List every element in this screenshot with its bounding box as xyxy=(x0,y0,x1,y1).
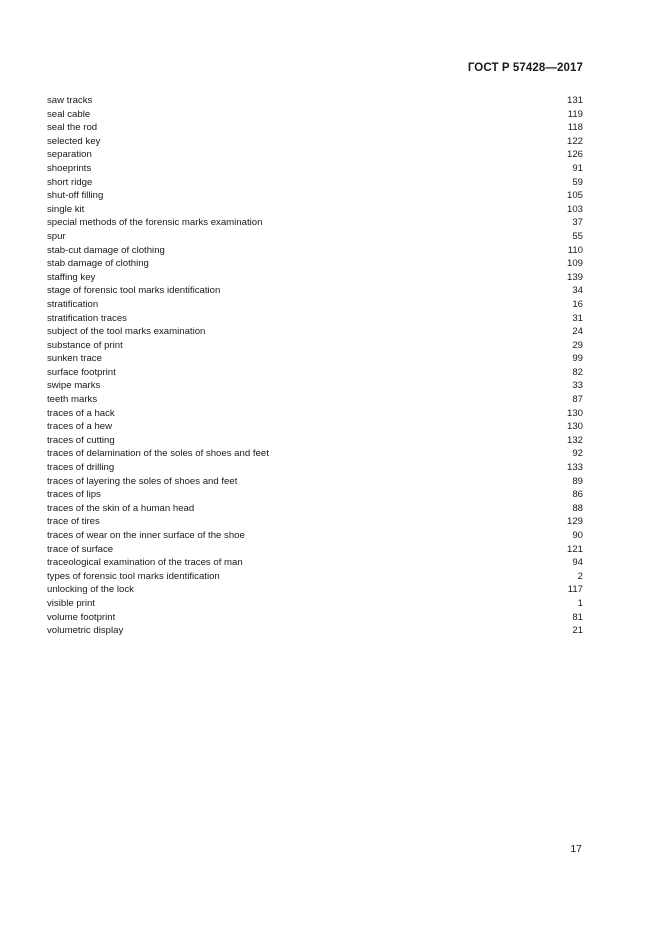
index-term: traces of cutting xyxy=(47,434,115,446)
index-entry xyxy=(47,325,583,339)
index-term: trace of tires xyxy=(47,516,100,528)
index-term: traces of layering the soles of shoes and feet xyxy=(47,475,238,487)
index-term: sunken trace xyxy=(47,353,102,365)
index-term: types of forensic tool marks identification xyxy=(47,570,220,582)
index-entry xyxy=(47,271,583,285)
index-term: volumetric display xyxy=(47,625,124,637)
index-page-ref: 87 xyxy=(572,394,583,406)
index-term: teeth marks xyxy=(47,394,98,406)
index-entry xyxy=(47,148,583,162)
index-page-ref: 2 xyxy=(577,570,583,582)
index-entry xyxy=(47,379,583,393)
alphabetical-index xyxy=(47,94,583,638)
index-entry xyxy=(47,108,583,122)
index-entry xyxy=(47,216,583,230)
index-entry xyxy=(47,488,583,502)
index-entry xyxy=(47,203,583,217)
index-page-ref: 105 xyxy=(566,190,583,202)
index-term: stratification traces xyxy=(47,312,127,324)
index-entry xyxy=(47,407,583,421)
index-page-ref: 1 xyxy=(577,597,583,609)
index-entry xyxy=(47,121,583,135)
index-page-ref: 132 xyxy=(566,434,583,446)
index-page-ref: 89 xyxy=(572,475,583,487)
index-term: stage of forensic tool marks identification xyxy=(47,285,221,297)
index-term: volume footprint xyxy=(47,611,116,623)
index-page-ref: 88 xyxy=(572,502,583,514)
index-page-ref: 94 xyxy=(572,557,583,569)
index-entry xyxy=(47,475,583,489)
index-entry xyxy=(47,447,583,461)
index-term: stab damage of clothing xyxy=(47,258,149,270)
index-page-ref: 31 xyxy=(572,312,583,324)
index-entry xyxy=(47,420,583,434)
index-entry xyxy=(47,393,583,407)
index-term: substance of print xyxy=(47,339,123,351)
index-page-ref: 34 xyxy=(572,285,583,297)
index-page-ref: 21 xyxy=(572,625,583,637)
index-term: traces of drilling xyxy=(47,462,115,474)
index-page-ref: 86 xyxy=(572,489,583,501)
index-term: seal the rod xyxy=(47,122,98,134)
index-term: unlocking of the lock xyxy=(47,584,134,596)
index-entry xyxy=(47,583,583,597)
index-page-ref: 55 xyxy=(572,230,583,242)
index-page-ref: 33 xyxy=(572,380,583,392)
index-term: separation xyxy=(47,149,92,161)
index-page-ref: 103 xyxy=(566,203,583,215)
index-entry xyxy=(47,502,583,516)
index-entry xyxy=(47,339,583,353)
index-entry xyxy=(47,543,583,557)
index-page-ref: 81 xyxy=(572,611,583,623)
index-page-ref: 82 xyxy=(572,366,583,378)
document-header: ГОСТ Р 57428—2017 xyxy=(467,62,583,74)
index-entry xyxy=(47,556,583,570)
index-page-ref: 90 xyxy=(572,530,583,541)
index-entry xyxy=(47,298,583,312)
index-page-ref: 117 xyxy=(567,584,583,596)
index-entry xyxy=(47,461,583,475)
index-entry xyxy=(47,597,583,611)
index-page-ref: 24 xyxy=(572,326,583,338)
index-term: saw tracks xyxy=(47,95,93,106)
index-term: trace of surface xyxy=(47,543,114,555)
index-term: single kit xyxy=(47,203,85,215)
index-page-ref: 99 xyxy=(572,353,583,365)
index-entry xyxy=(47,284,583,298)
index-entry xyxy=(47,352,583,366)
index-entry xyxy=(47,176,583,190)
index-page-ref: 119 xyxy=(567,108,583,120)
index-entry xyxy=(47,94,583,108)
page-number: 17 xyxy=(570,843,582,855)
index-term: shut-off filling xyxy=(47,190,104,202)
index-entry xyxy=(47,624,583,638)
index-page-ref: 126 xyxy=(566,149,583,161)
index-entry xyxy=(47,244,583,258)
index-term: stratification xyxy=(47,298,99,310)
index-entry xyxy=(47,366,583,380)
index-page-ref: 139 xyxy=(566,271,583,283)
index-page-ref: 130 xyxy=(566,421,583,433)
index-entry xyxy=(47,529,583,543)
index-page-ref: 29 xyxy=(572,339,583,351)
index-entry xyxy=(47,257,583,271)
index-page-ref: 92 xyxy=(572,448,583,460)
index-entry xyxy=(47,189,583,203)
index-page-ref: 133 xyxy=(566,462,583,474)
index-entry xyxy=(47,162,583,176)
index-term: selected key xyxy=(47,135,101,147)
index-page-ref: 131 xyxy=(566,95,583,106)
index-term: short ridge xyxy=(47,176,93,188)
index-term: traces of delamination of the soles of shoes and feet xyxy=(47,448,269,460)
index-entry xyxy=(47,230,583,244)
index-term: spur xyxy=(47,230,66,242)
index-term: traces of a hew xyxy=(47,421,113,433)
index-page-ref: 121 xyxy=(566,543,583,555)
index-entry xyxy=(47,434,583,448)
index-term: traceological examination of the traces of man xyxy=(47,557,243,569)
index-page-ref: 109 xyxy=(566,258,583,270)
index-entry xyxy=(47,570,583,584)
index-entry xyxy=(47,611,583,625)
index-entry xyxy=(47,135,583,149)
index-entry xyxy=(47,312,583,326)
index-entry xyxy=(47,515,583,529)
index-page-ref: 118 xyxy=(567,122,583,134)
index-term: surface footprint xyxy=(47,366,116,378)
index-page-ref: 110 xyxy=(567,244,583,256)
index-term: visible print xyxy=(47,597,95,609)
index-page-ref: 16 xyxy=(572,298,583,310)
index-page-ref: 122 xyxy=(566,135,583,147)
index-term: traces of wear on the inner surface of the shoe xyxy=(47,530,245,541)
index-term: shoeprints xyxy=(47,162,92,174)
index-term: staffing key xyxy=(47,271,96,283)
index-term: special methods of the forensic marks examination xyxy=(47,217,263,229)
index-page-ref: 129 xyxy=(566,516,583,528)
index-term: traces of the skin of a human head xyxy=(47,502,195,514)
index-page-ref: 91 xyxy=(572,162,583,174)
index-term: seal cable xyxy=(47,108,91,120)
index-term: subject of the tool marks examination xyxy=(47,326,206,338)
index-page-ref: 130 xyxy=(566,407,583,419)
index-term: swipe marks xyxy=(47,380,101,392)
index-term: stab-cut damage of clothing xyxy=(47,244,165,256)
index-term: traces of a hack xyxy=(47,407,115,419)
index-term: traces of lips xyxy=(47,489,101,501)
index-page-ref: 37 xyxy=(572,217,583,229)
index-page-ref: 59 xyxy=(572,176,583,188)
